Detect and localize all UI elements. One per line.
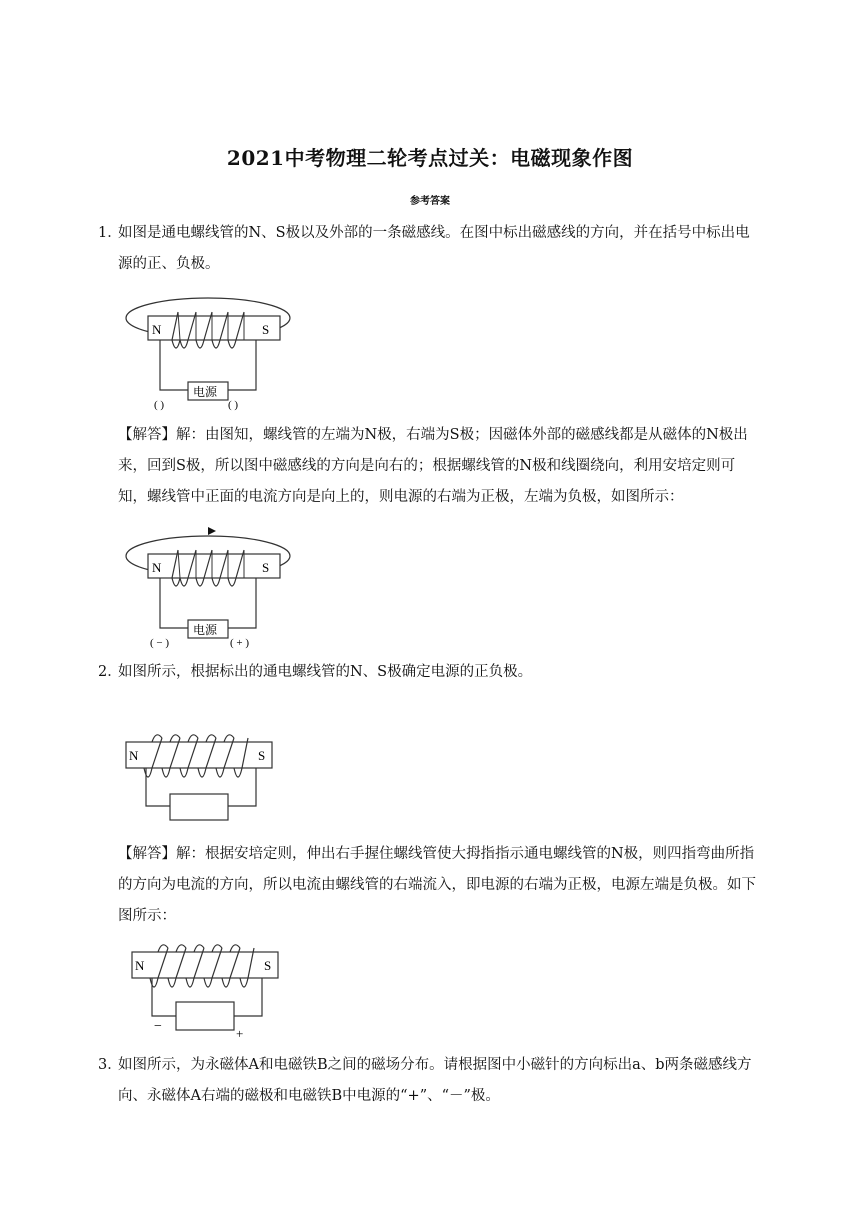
figure-1-question-pole-s: S — [262, 322, 270, 337]
figure-2-question-pole-n: N — [129, 748, 139, 763]
figure-1-question — [120, 290, 310, 415]
question-1-number: 1． — [98, 225, 122, 241]
figure-1-answer — [120, 526, 310, 651]
answer-2: 【解答】解：根据安培定则，伸出右手握住螺线管使大拇指指示通电螺线管的N极，则四指弯曲所指的方向为电流的方向，所以电流由螺线管的右端流入，即电源的右端为正极，电源左端是负极。如下图所示： — [118, 846, 756, 924]
figure-1-question-bracket-left: ( ) — [154, 399, 165, 411]
figure-2-question-power-source — [170, 794, 228, 820]
question-2-text: 如图所示，根据标出的通电螺线管的N、S极确定电源的正负极。 — [118, 664, 533, 680]
figure-2-answer-power-source — [176, 1002, 234, 1030]
question-3-number: 3． — [98, 1057, 122, 1073]
question-2-number: 2． — [98, 664, 122, 680]
document-subtitle: 参考答案 — [410, 196, 450, 207]
question-2 — [98, 657, 760, 688]
figure-2-answer — [128, 942, 288, 1042]
figure-1-answer-pole-n: N — [152, 560, 162, 575]
question-1 — [98, 218, 760, 280]
figure-1-question-bracket-right: ( ) — [228, 399, 239, 411]
figure-2-question — [122, 730, 282, 830]
figure-2-answer-plus: + — [236, 1026, 244, 1041]
figure-2-answer-pole-s: S — [264, 958, 272, 973]
document-title: 2021中考物理二轮考点过关：电磁现象作图 — [226, 146, 634, 170]
figure-2-answer-minus: − — [154, 1019, 162, 1034]
figure-2-question-pole-s: S — [258, 748, 266, 763]
answer-1: 【解答】解：由图知，螺线管的左端为N极，右端为S极；因磁体外部的磁感线都是从磁体的N极出来，回到S极，所以图中磁感线的方向是向右的；根据螺线管的N极和线圈绕向，利用安培定则可知，螺线管中正面的电流方向是向上的，则电源的右端为正极，左端为负极，如图所示： — [118, 427, 748, 505]
figure-1-answer-power: 电源 — [193, 623, 218, 637]
question-3 — [98, 1050, 760, 1112]
figure-2-answer-pole-n: N — [135, 958, 145, 973]
question-3-text: 如图所示，为永磁体A和电磁铁B之间的磁场分布。请根据图中小磁针的方向标出a、b两条磁感线方向、永磁体A右端的磁极和电磁铁B中电源的“+”、“－”极。 — [118, 1057, 752, 1104]
figure-1-question-power: 电源 — [193, 385, 218, 399]
field-line-arrow — [208, 527, 216, 535]
figure-1-answer-bracket-left: ( − ) — [150, 637, 170, 649]
figure-1-answer-pole-s: S — [262, 560, 270, 575]
question-1-text: 如图是通电螺线管的N、S极以及外部的一条磁感线。在图中标出磁感线的方向，并在括号中标出电源的正、负极。 — [118, 225, 750, 272]
figure-1-question-pole-n: N — [152, 322, 162, 337]
figure-1-answer-bracket-right: ( + ) — [230, 637, 250, 649]
